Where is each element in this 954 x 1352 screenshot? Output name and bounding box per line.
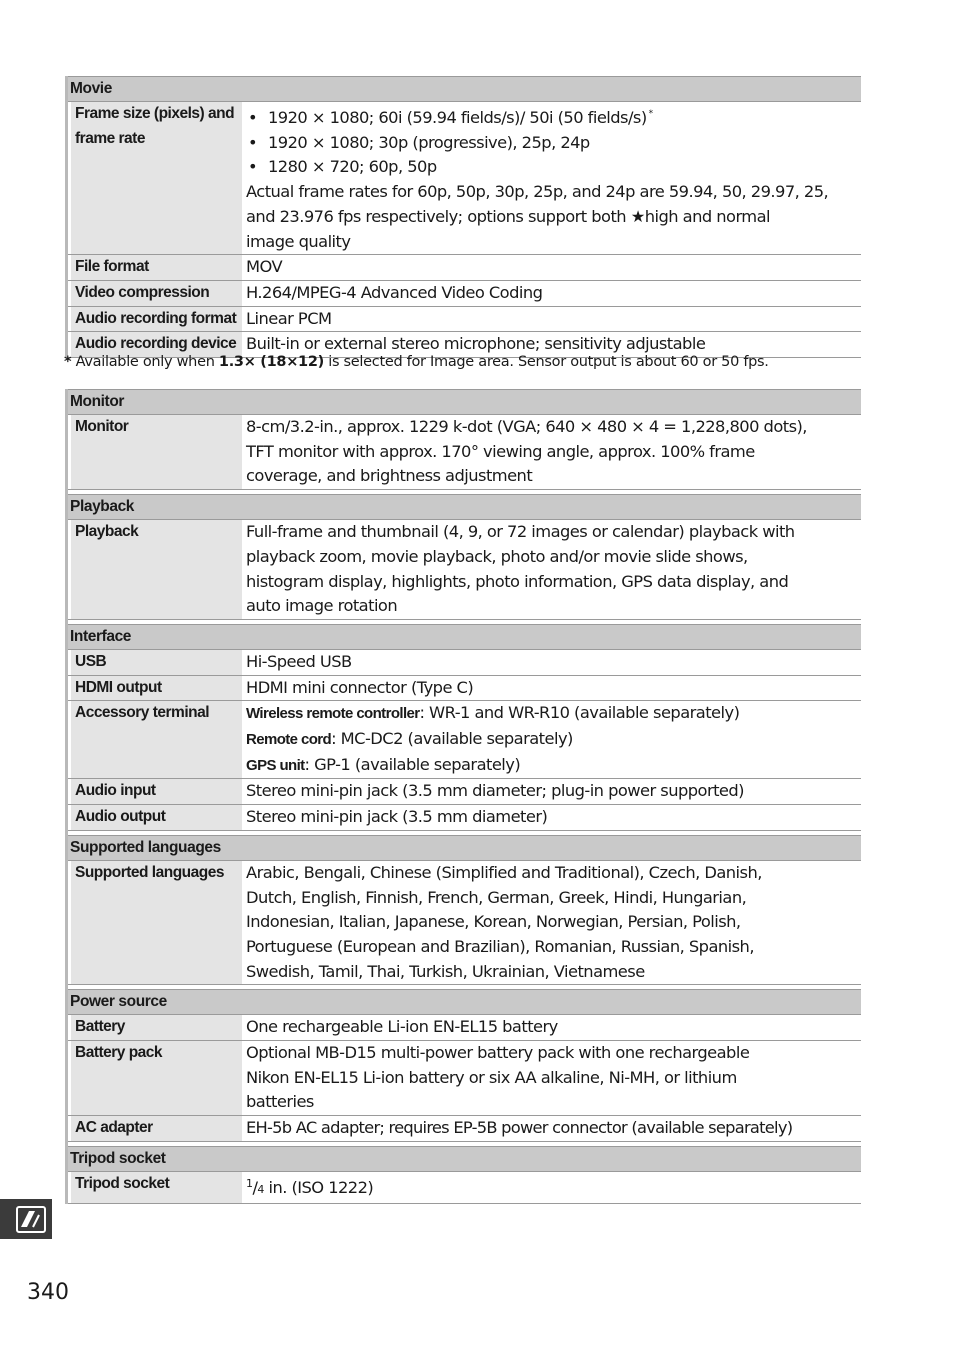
file-format-row	[68, 255, 861, 281]
usb-row	[68, 650, 861, 676]
frame-size-label-line2: frame rate	[75, 129, 145, 147]
languages-line-3: Indonesian, Italian, Japanese, Korean, Norwegian, Persian, Polish,	[246, 912, 741, 932]
accessory-wireless	[246, 701, 861, 727]
monitor-line-1: 8-cm/3.2-in., approx. 1229 k-dot (VGA; 640 × 480 × 4 = 1,228,800 dots),	[246, 417, 807, 436]
audio-format-value: Linear PCM	[246, 308, 332, 328]
movie-table	[65, 76, 861, 358]
battery-row	[68, 1015, 861, 1041]
ac-adapter-label: AC adapter	[71, 1116, 242, 1141]
usb-value: Hi-Speed USB	[246, 651, 352, 671]
monitor-line-2: TFT monitor with approx. 170° viewing angle, approx. 100% frame	[246, 441, 755, 461]
video-compression-row	[68, 281, 861, 307]
battery-label: Battery	[71, 1015, 242, 1040]
frame-note-line-1: Actual frame rates for 60p, 50p, 30p, 25p, and 24p are 59.94, 50, 29.97, 25,	[246, 182, 829, 202]
accessory-value	[242, 701, 861, 778]
gps-value: : GP-1 (available separately)	[304, 754, 521, 774]
footnote-post: is selected for Image area. Sensor output is about 60 or 50 fps.	[323, 354, 769, 370]
usb-label: USB	[71, 650, 242, 675]
playback-section-title: Playback	[68, 494, 861, 520]
languages-section-title: Supported languages	[68, 835, 861, 861]
cord-label: Remote cord	[246, 731, 332, 749]
playback-line-1: Full-frame and thumbnail (4, 9, or 72 images or calendar) playback with	[246, 522, 795, 542]
playback-row	[68, 520, 861, 620]
frame-bullet-1	[246, 102, 861, 131]
ac-adapter-row	[68, 1116, 861, 1142]
audio-device-value: Built-in or external stereo microphone; sensitivity adjustable	[246, 334, 706, 354]
accessory-gps	[246, 753, 861, 779]
footnote-pre: Available only when	[71, 354, 219, 370]
languages-label: Supported languages	[71, 861, 242, 985]
frame-bullet-1-text: 1920 × 1080; 60i (59.94 fields/s)/ 50i (50 fields/s)	[268, 108, 647, 127]
hdmi-row	[68, 676, 861, 702]
monitor-section-title: Monitor	[68, 389, 861, 415]
languages-line-1: Arabic, Bengali, Chinese (Simplified and Traditional), Czech, Danish,	[246, 862, 762, 882]
frame-size-value	[242, 102, 861, 254]
playback-line-2: playback zoom, movie playback, photo and/or movie slide shows,	[246, 546, 748, 566]
footnote-bold: 1.3× (18×12)	[218, 354, 324, 370]
audio-input-row	[68, 779, 861, 805]
file-format-value: MOV	[246, 257, 283, 277]
tripod-label: Tripod socket	[71, 1172, 242, 1203]
battery-pack-line-2: Nikon EN-EL15 Li-ion battery or six AA alkaline, Ni-MH, or lithium	[246, 1067, 737, 1087]
battery-pack-label: Battery pack	[71, 1041, 242, 1115]
accessory-label: Accessory terminal	[71, 701, 242, 778]
page-number: 340	[27, 1280, 69, 1305]
battery-value: One rechargeable Li-ion EN-EL15 battery	[246, 1017, 558, 1037]
tripod-fraction-numerator: 1	[246, 1176, 253, 1190]
monitor-line-3: coverage, and brightness adjustment	[246, 466, 533, 486]
video-compression-value: H.264/MPEG-4 Advanced Video Coding	[246, 282, 543, 302]
technical-notes-icon	[0, 1199, 52, 1239]
battery-pack-value	[242, 1041, 861, 1115]
hdmi-value: HDMI mini connector (Type C)	[246, 677, 474, 697]
playback-label: Playback	[71, 520, 242, 619]
tripod-section-title: Tripod socket	[68, 1146, 861, 1172]
languages-line-2: Dutch, English, Finnish, French, German, Greek, Hindi, Hungarian,	[246, 887, 747, 907]
audio-format-label: Audio recording format	[71, 307, 242, 332]
hdmi-label: HDMI output	[71, 676, 242, 701]
ac-adapter-value: EH-5b AC adapter; requires EP-5B power connector (available separately)	[246, 1118, 793, 1138]
power-section-title: Power source	[68, 989, 861, 1015]
audio-output-row	[68, 805, 861, 831]
tripod-value: $^1$/4 in. (ISO 1222)	[246, 1176, 374, 1197]
audio-input-value: Stereo mini-pin jack (3.5 mm diameter; plug-in power supported)	[246, 781, 744, 801]
accessory-cord	[246, 727, 861, 753]
audio-format-row	[68, 307, 861, 333]
cord-value: : MC-DC2 (available separately)	[331, 729, 573, 749]
battery-pack-row	[68, 1041, 861, 1116]
chapter-tab-marker	[0, 1199, 52, 1239]
playback-line-3: histogram display, highlights, photo information, GPS data display, and	[246, 571, 789, 591]
tripod-row	[68, 1172, 861, 1204]
languages-line-5: Swedish, Tamil, Thai, Turkish, Ukrainian, Vietnamese	[246, 961, 645, 981]
languages-row	[68, 861, 861, 986]
interface-section-title: Interface	[68, 624, 861, 650]
monitor-label: Monitor	[71, 415, 242, 489]
video-compression-label: Video compression	[71, 281, 242, 306]
wireless-label: Wireless remote controller	[246, 705, 420, 723]
monitor-value	[242, 415, 861, 489]
footnote-mark: *	[64, 354, 72, 370]
footnote-ref-mark: *	[648, 109, 653, 119]
audio-device-label: Audio recording device	[71, 332, 242, 357]
audio-output-value: Stereo mini-pin jack (3.5 mm diameter)	[246, 807, 548, 827]
frame-note-line-2: and 23.976 fps respectively; options support both ★high and normal	[246, 206, 771, 226]
monitor-row	[68, 415, 861, 490]
battery-pack-line-1: Optional MB-D15 multi-power battery pack with one rechargeable	[246, 1043, 750, 1063]
gps-label: GPS unit	[246, 756, 305, 774]
frame-size-row	[68, 102, 861, 255]
languages-line-4: Portuguese (European and Brazilian), Romanian, Russian, Spanish,	[246, 936, 754, 956]
footnote	[64, 354, 769, 370]
frame-size-label-line1: Frame size (pixels) and	[75, 105, 235, 122]
frame-bullet-3: • 1280 × 720; 60p, 50p	[246, 155, 861, 180]
frame-bullet-2: • 1920 × 1080; 30p (progressive), 25p, 24p	[246, 131, 861, 156]
audio-input-label: Audio input	[71, 779, 242, 804]
battery-pack-line-3: batteries	[246, 1092, 314, 1112]
tripod-fraction-denominator: 4	[257, 1182, 264, 1196]
audio-output-label: Audio output	[71, 805, 242, 830]
playback-line-4: auto image rotation	[246, 596, 398, 616]
frame-size-label	[71, 102, 242, 254]
playback-value	[242, 520, 861, 619]
tripod-value-text: in. (ISO 1222)	[263, 1177, 374, 1197]
file-format-label: File format	[71, 255, 242, 280]
frame-note-line-3: image quality	[246, 231, 351, 251]
accessory-row	[68, 701, 861, 779]
wireless-value: : WR-1 and WR-R10 (available separately)	[419, 703, 740, 723]
movie-section-title: Movie	[68, 76, 861, 102]
languages-value	[242, 861, 861, 985]
specs-table	[65, 389, 861, 1204]
